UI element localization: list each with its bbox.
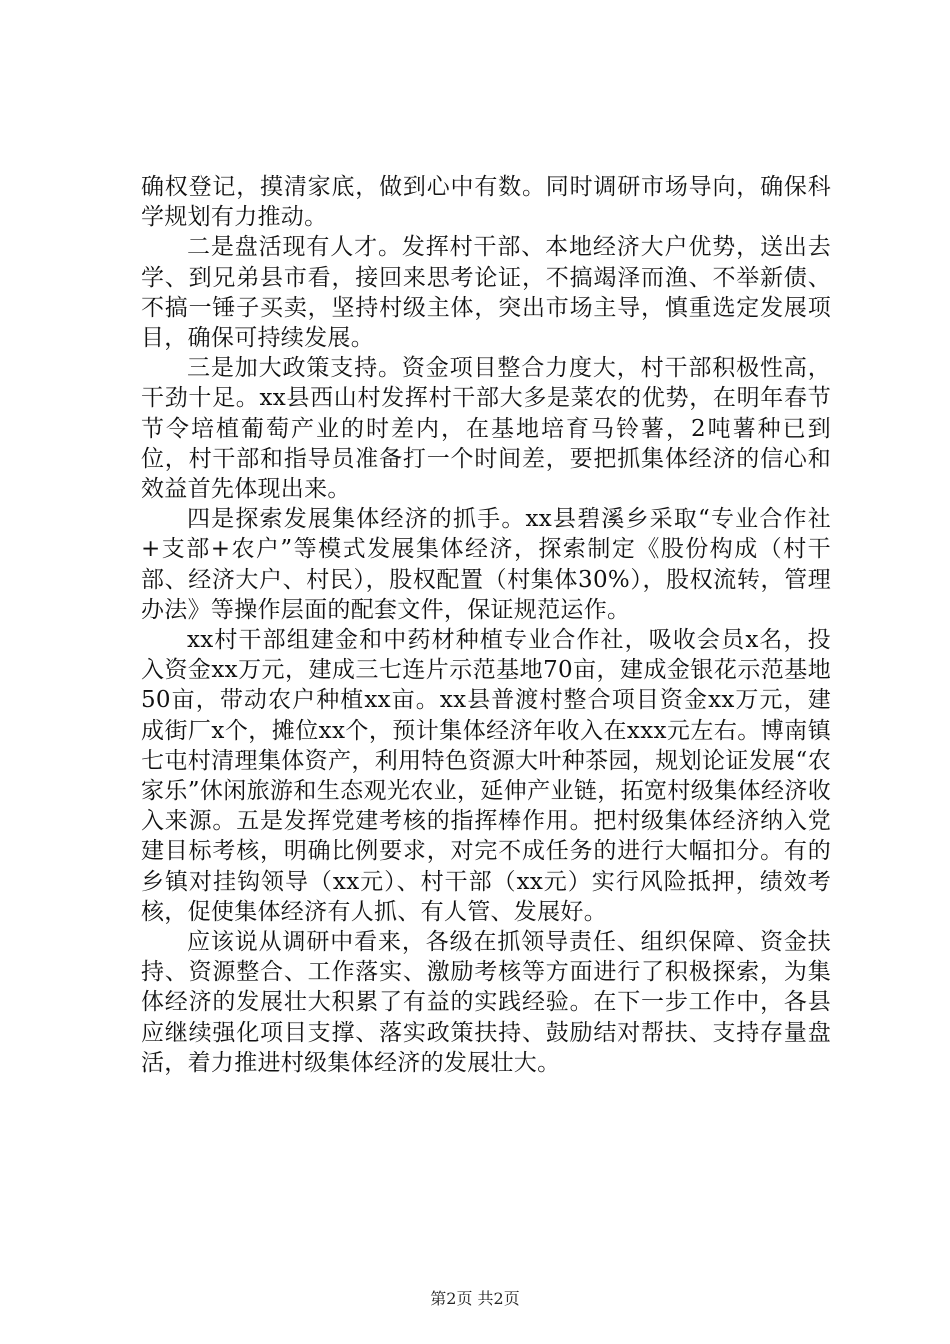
paragraph-conclusion: 应该说从调研中看来，各级在抓领导责任、组织保障、资金扶持、资源整合、工作落实、激励考核等方面进行了积极探索，为集体经济的发展壮大积累了有益的实践经验。在下一步工作中，各县应继续强化项目支撑、落实政策扶持、鼓励结对帮扶、支持存量盘活，着力推进村级集体经济的发展壮大。	[141, 929, 831, 1076]
paragraph-village-cases: xx村干部组建金和中药材种植专业合作社，吸收会员x名，投入资金xx万元，建成三七连片示范基地70亩，建成金银花示范基地50亩，带动农户种植xx亩。xx县普渡村整合项目资金xx万元，建成街厂x个，摊位xx个，预计集体经济年收入在xxx元左右。博南镇七屯村清理集体资产，利用特色资源大叶种茶园，规划论证发展“农家乐”休闲旅游和生态观光农业，延伸产业链，拓宽村级集体经济收入来源。五是发挥党建考核的指挥棒作用。把村级集体经济纳入党建目标考核，明确比例要求，对完不成任务的进行大幅扣分。有的乡镇对挂钩领导（xx元）、村干部（xx元）实行风险抵押，绩效考核，促使集体经济有人抓、有人管、发展好。	[141, 627, 831, 925]
paragraph-talent: 二是盘活现有人才。发挥村干部、本地经济大户优势，送出去学、到兄弟县市看，接回来思考论证，不搞竭泽而渔、不举新债、不搞一锤子买卖，坚持村级主体，突出市场主导，慎重选定发展项目，确保可持续发展。	[141, 234, 831, 352]
paragraph-explore-methods: 四是探索发展集体经济的抓手。xx县碧溪乡采取“专业合作社+支部+农户”等模式发展集体经济，探索制定《股份构成（村干部、经济大户、村民），股权配置（村集体30%），股权流转，管理办法》等操作层面的配套文件，保证规范运作。	[141, 506, 831, 623]
document-body	[141, 172, 831, 1078]
paragraph-policy-support: 三是加大政策支持。资金项目整合力度大，村干部积极性高，干劲十足。xx县西山村发挥村干部大多是菜农的优势，在明年春节节令培植葡萄产业的时差内，在基地培育马铃薯，2吨薯种已到位，村干部和指导员准备打一个时间差，要把抓集体经济的信心和效益首先体现出来。	[141, 355, 831, 503]
page-number-footer: 第2页 共2页	[430, 1289, 520, 1308]
paragraph-continuation: 确权登记，摸清家底，做到心中有数。同时调研市场导向，确保科学规划有力推动。	[141, 174, 831, 231]
